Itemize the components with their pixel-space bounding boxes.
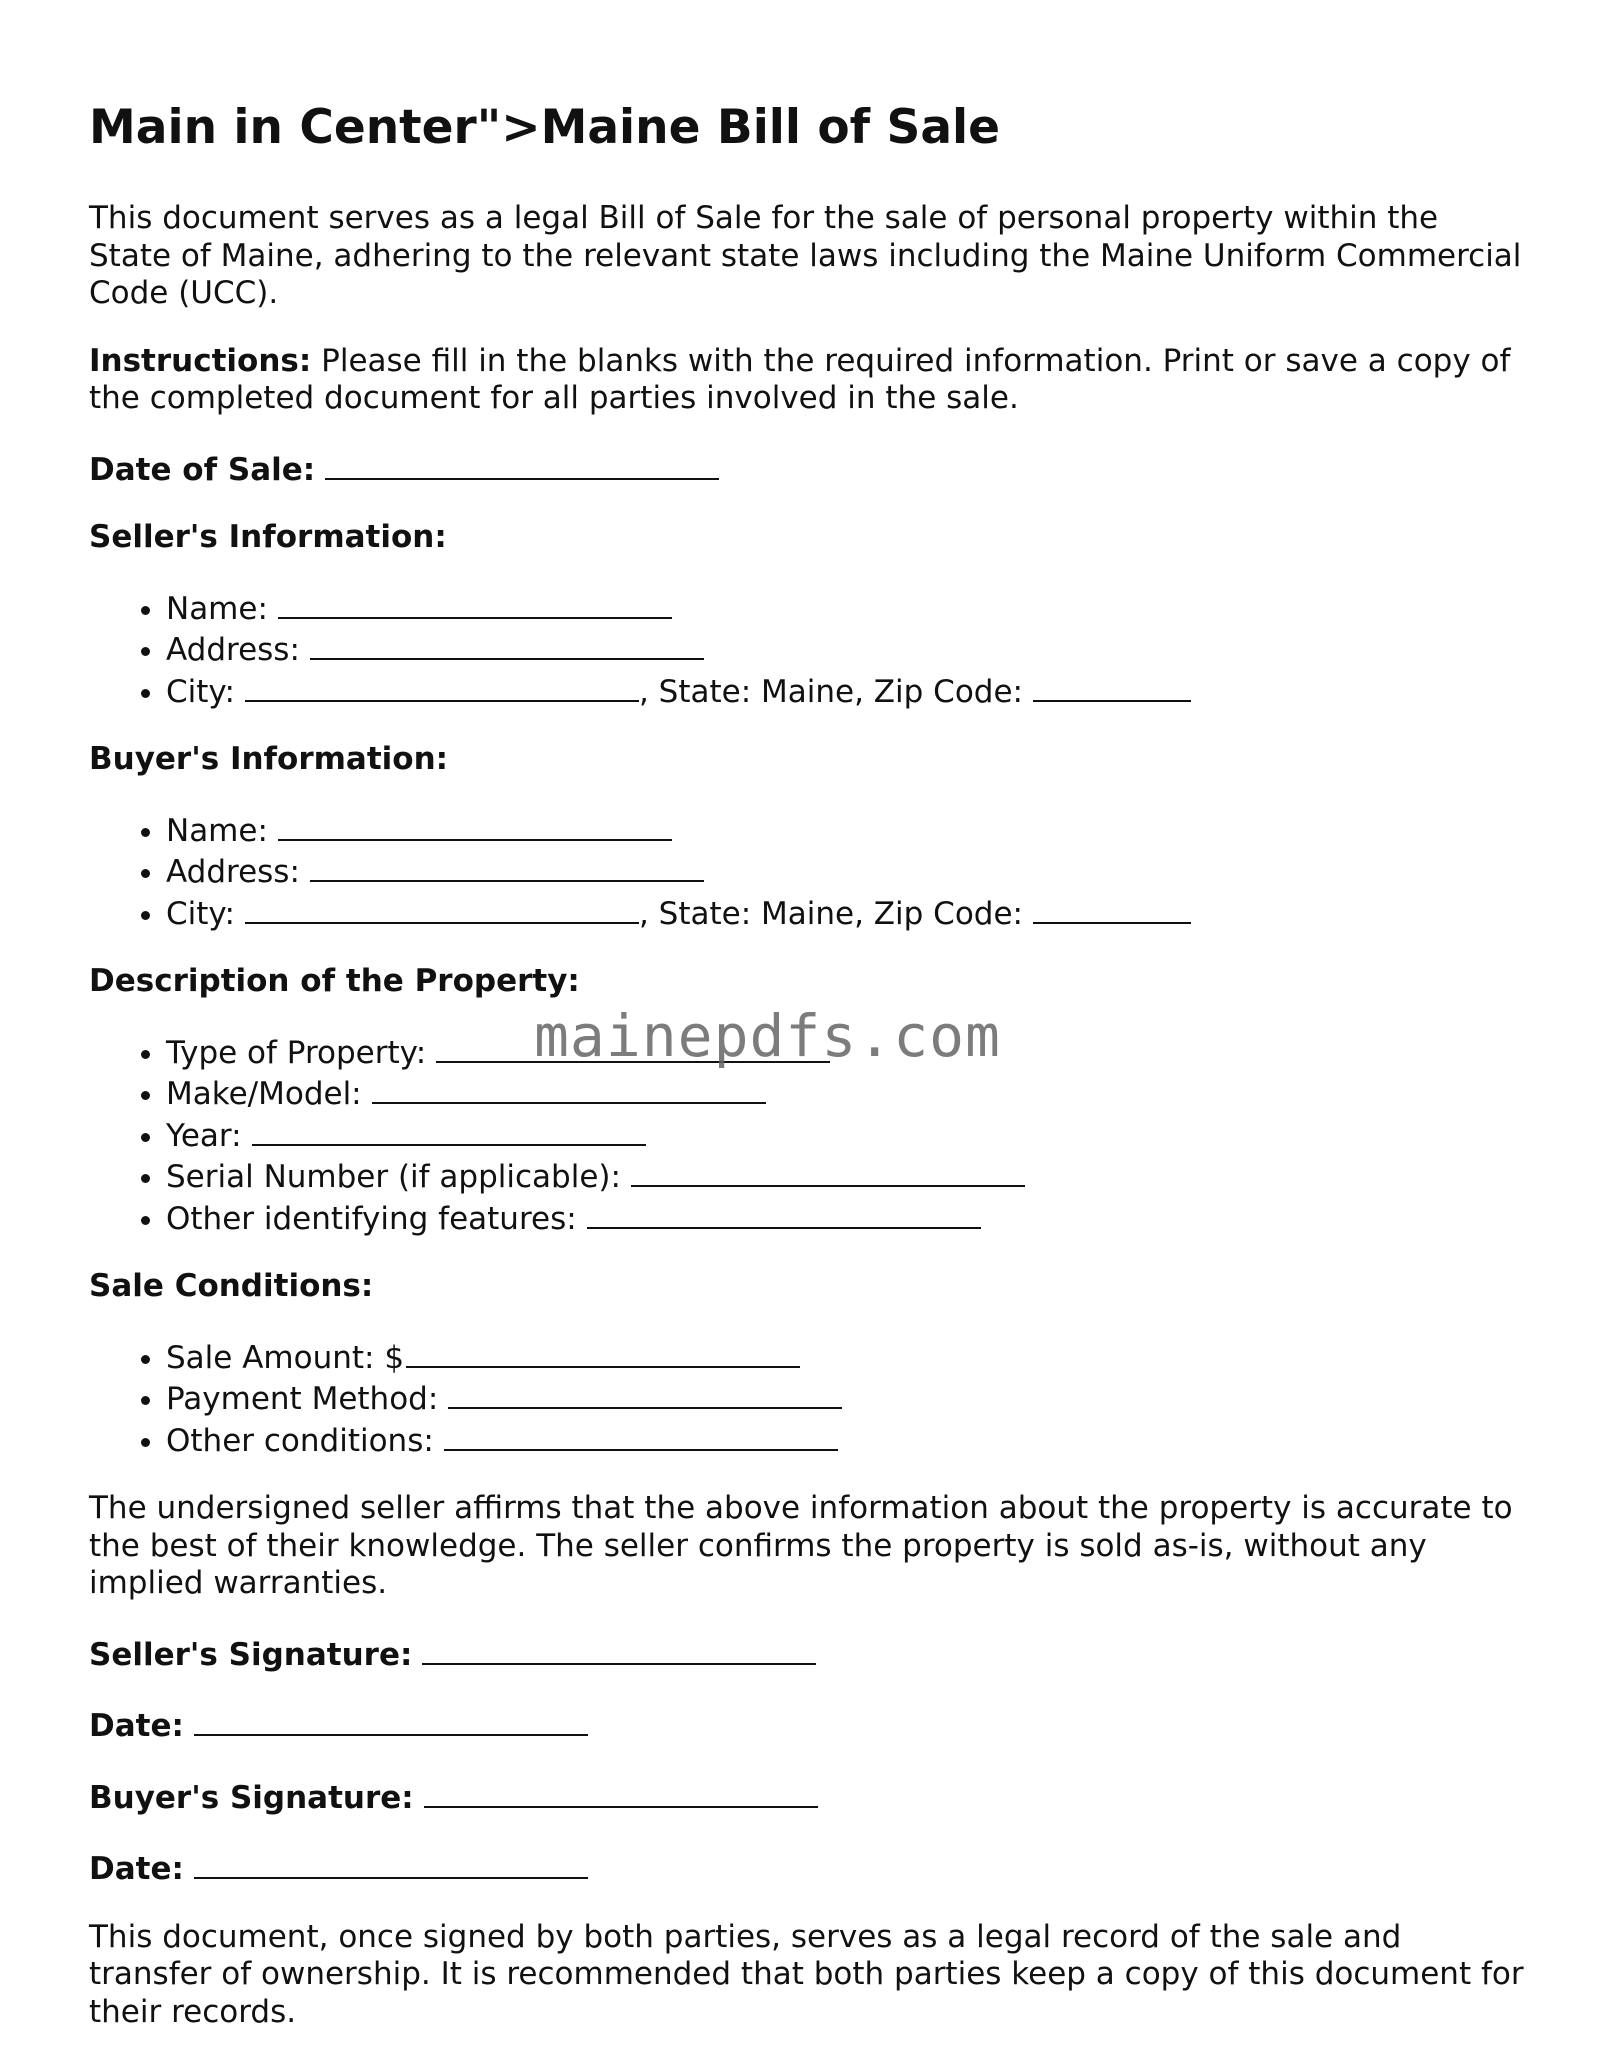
buyer-zip-field[interactable] xyxy=(1033,892,1191,924)
seller-name-item xyxy=(166,587,1529,629)
buyer-info-heading: Buyer's Information: xyxy=(89,741,449,778)
property-make-model-item xyxy=(166,1072,1529,1114)
seller-info-heading: Seller's Information: xyxy=(89,519,447,556)
buyer-signature-row xyxy=(89,1776,1529,1818)
seller-date-field[interactable] xyxy=(194,1704,588,1736)
other-conditions-label: Other conditions: xyxy=(166,1422,434,1459)
seller-signature-row xyxy=(89,1633,1529,1675)
property-year-field[interactable] xyxy=(252,1114,646,1146)
buyer-city-label: City: xyxy=(166,895,235,932)
property-serial-field[interactable] xyxy=(631,1155,1025,1187)
property-heading: Description of the Property: xyxy=(89,963,580,1000)
property-other-features-item xyxy=(166,1197,1529,1239)
sale-conditions-list xyxy=(89,1336,1529,1461)
affirmation-paragraph: The undersigned seller affirms that the above information about the property is accurate to the best of their knowledge. The seller confirms the property is sold as-is, without any implied warranties. xyxy=(89,1490,1513,1602)
payment-method-field[interactable] xyxy=(448,1377,842,1409)
date-of-sale-label: Date of Sale: xyxy=(89,451,316,488)
seller-date-row xyxy=(89,1704,1529,1746)
seller-city-label: City: xyxy=(166,673,235,710)
sale-amount-item xyxy=(166,1336,1529,1378)
buyer-name-label: Name: xyxy=(166,812,268,849)
property-make-model-field[interactable] xyxy=(372,1072,766,1104)
seller-signature-field[interactable] xyxy=(422,1633,816,1665)
buyer-address-field[interactable] xyxy=(310,850,704,882)
buyer-date-label: Date: xyxy=(89,1851,184,1888)
sale-amount-field[interactable] xyxy=(406,1336,800,1368)
date-of-sale-row xyxy=(89,448,1529,490)
seller-state-zip-label: , State: Maine, Zip Code: xyxy=(638,673,1023,710)
buyer-date-row xyxy=(89,1847,1529,1889)
seller-signature-label: Seller's Signature: xyxy=(89,1636,413,1673)
buyer-name-field[interactable] xyxy=(278,809,672,841)
instructions-label: Instructions: xyxy=(89,342,312,379)
document-title: Main in Center">Maine Bill of Sale xyxy=(89,100,1001,155)
intro-paragraph: This document serves as a legal Bill of Sale for the sale of personal property within the State of Maine, adhering to the relevant state laws including the Maine Uniform Commercial Code (UCC). xyxy=(89,200,1522,312)
property-other-features-label: Other identifying features: xyxy=(166,1200,577,1237)
seller-zip-field[interactable] xyxy=(1033,670,1191,702)
seller-address-field[interactable] xyxy=(310,628,704,660)
other-conditions-item xyxy=(166,1419,1529,1461)
sale-conditions-heading: Sale Conditions: xyxy=(89,1268,374,1305)
instructions-paragraph xyxy=(89,343,1529,418)
seller-address-label: Address: xyxy=(166,632,300,669)
property-other-features-field[interactable] xyxy=(587,1197,981,1229)
buyer-info-list xyxy=(89,809,1529,934)
seller-city-item xyxy=(166,670,1529,712)
buyer-date-field[interactable] xyxy=(194,1847,588,1879)
buyer-city-item xyxy=(166,892,1529,934)
seller-name-field[interactable] xyxy=(278,587,672,619)
buyer-city-field[interactable] xyxy=(245,892,639,924)
buyer-name-item xyxy=(166,809,1529,851)
seller-city-field[interactable] xyxy=(245,670,639,702)
buyer-address-label: Address: xyxy=(166,854,300,891)
property-year-item xyxy=(166,1114,1529,1156)
watermark-text: mainepdfs.com xyxy=(534,1002,1001,1070)
property-serial-label: Serial Number (if applicable): xyxy=(166,1159,621,1196)
instructions-text: Please fill in the blanks with the required information. Print or save a copy of the completed document for all parties involved in the sale. xyxy=(89,342,1511,417)
property-type-label: Type of Property: xyxy=(166,1034,427,1071)
buyer-signature-label: Buyer's Signature: xyxy=(89,1779,414,1816)
sale-amount-label: Sale Amount: $ xyxy=(166,1339,405,1376)
buyer-signature-field[interactable] xyxy=(424,1776,818,1808)
other-conditions-field[interactable] xyxy=(444,1419,838,1451)
payment-method-item xyxy=(166,1377,1529,1419)
document-page xyxy=(89,100,1529,2061)
property-year-label: Year: xyxy=(166,1117,242,1154)
seller-date-label: Date: xyxy=(89,1708,184,1745)
closing-paragraph: This document, once signed by both parties, serves as a legal record of the sale and transfer of ownership. It is recommended that both parties keep a copy of this document for their records. xyxy=(89,1918,1524,2030)
seller-info-list xyxy=(89,587,1529,712)
buyer-state-zip-label: , State: Maine, Zip Code: xyxy=(638,895,1023,932)
seller-name-label: Name: xyxy=(166,590,268,627)
property-serial-item xyxy=(166,1155,1529,1197)
payment-method-label: Payment Method: xyxy=(166,1381,439,1418)
property-make-model-label: Make/Model: xyxy=(166,1076,362,1113)
date-of-sale-field[interactable] xyxy=(325,448,719,480)
buyer-address-item xyxy=(166,850,1529,892)
seller-address-item xyxy=(166,628,1529,670)
